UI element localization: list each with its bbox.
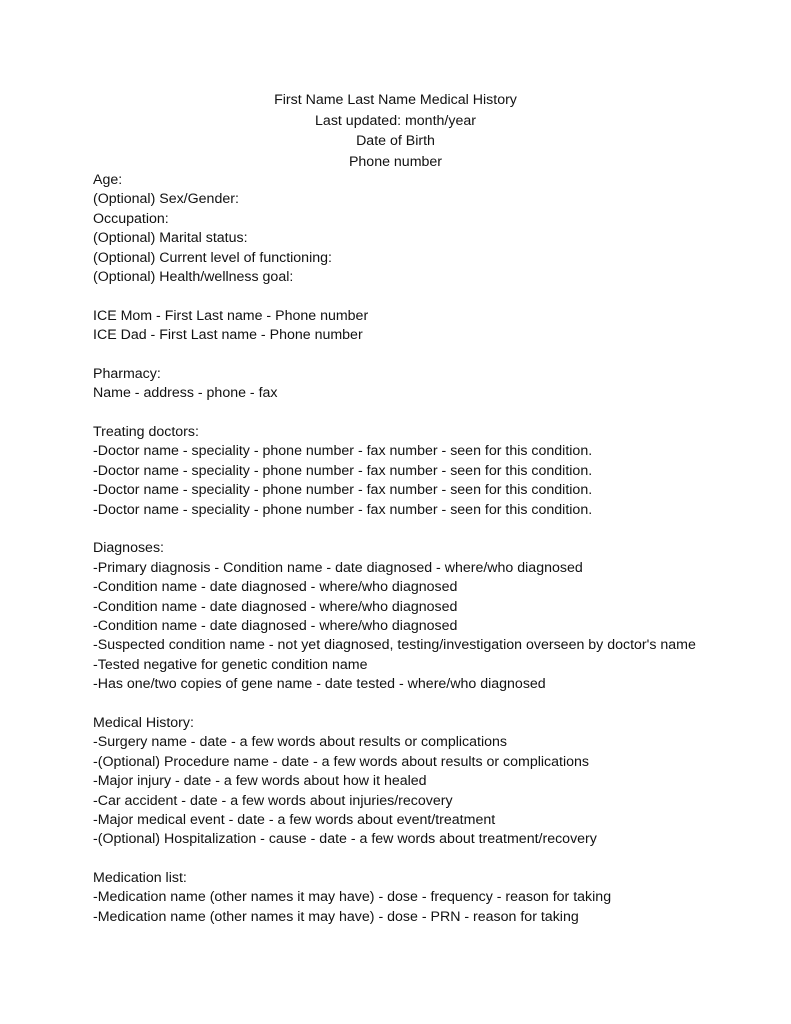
occupation-field: Occupation: xyxy=(93,210,169,227)
spacer xyxy=(93,695,783,714)
medication-line: -Medication name (other names it may have) - dose - PRN - reason for taking xyxy=(93,908,579,925)
functioning-level-field: (Optional) Current level of functioning: xyxy=(93,249,332,266)
marital-status-field: (Optional) Marital status: xyxy=(93,230,248,247)
diagnoses-heading: Diagnoses: xyxy=(93,540,164,557)
history-line: -Major medical event - date - a few words about event/treatment xyxy=(93,811,496,828)
doctor-line: -Doctor name - speciality - phone number - fax number - seen for this condition. xyxy=(93,462,593,479)
doctor-line: -Doctor name - speciality - phone number - fax number - seen for this condition. xyxy=(93,443,593,460)
date-of-birth-line: Date of Birth xyxy=(356,133,435,149)
phone-number-line: Phone number xyxy=(348,153,443,170)
document-header xyxy=(0,91,791,173)
spacer xyxy=(93,850,783,869)
pharmacy-section xyxy=(93,365,783,404)
spacer xyxy=(93,520,783,539)
doctor-line: -Doctor name - speciality - phone number - fax number - seen for this condition. xyxy=(93,501,593,518)
medication-line: -Medication name (other names it may have) - dose - frequency - reason for taking xyxy=(93,889,612,906)
diagnosis-line: -Suspected condition name - not yet diagnosed, testing/investigation overseen by doctor's name xyxy=(93,637,696,654)
medication-list-section xyxy=(93,869,783,927)
history-line: -Car accident - date - a few words about injuries/recovery xyxy=(93,792,453,809)
treating-doctors-heading: Treating doctors: xyxy=(93,424,199,441)
diagnosis-line: -Has one/two copies of gene name - date tested - where/who diagnosed xyxy=(93,676,546,693)
ice-dad-line: ICE Dad - First Last name - Phone number xyxy=(93,327,363,344)
history-line: -Major injury - date - a few words about how it healed xyxy=(93,773,427,790)
diagnosis-line: -Condition name - date diagnosed - where/who diagnosed xyxy=(93,598,458,615)
history-line: -Surgery name - date - a few words about results or complications xyxy=(93,734,507,751)
medication-list-heading: Medication list: xyxy=(93,870,187,887)
sex-gender-field: (Optional) Sex/Gender: xyxy=(93,191,239,208)
last-updated-line: Last updated: month/year xyxy=(315,112,476,129)
pharmacy-details-line: Name - address - phone - fax xyxy=(93,385,278,402)
wellness-goal-field: (Optional) Health/wellness goal: xyxy=(93,268,294,285)
diagnoses-section xyxy=(93,539,783,694)
medical-history-section xyxy=(93,714,783,850)
spacer xyxy=(93,404,783,423)
spacer xyxy=(93,287,783,306)
age-field: Age: xyxy=(93,172,123,188)
spacer xyxy=(93,346,783,365)
pharmacy-heading: Pharmacy: xyxy=(93,365,161,382)
ice-mom-line: ICE Mom - First Last name - Phone number xyxy=(93,307,369,324)
ice-contacts-section xyxy=(93,307,783,346)
diagnosis-line: -Condition name - date diagnosed - where/who diagnosed xyxy=(93,579,458,596)
diagnosis-line: -Condition name - date diagnosed - where/who diagnosed xyxy=(93,617,458,634)
medical-history-heading: Medical History: xyxy=(93,714,194,731)
history-line: -(Optional) Hospitalization - cause - date - a few words about treatment/recovery xyxy=(93,831,597,848)
document-body xyxy=(93,171,783,927)
diagnosis-line: -Primary diagnosis - Condition name - date diagnosed - where/who diagnosed xyxy=(93,559,583,576)
document-title: First Name Last Name Medical History xyxy=(274,92,517,108)
treating-doctors-section xyxy=(93,423,783,520)
doctor-line: -Doctor name - speciality - phone number - fax number - seen for this condition. xyxy=(93,482,593,499)
personal-info-section xyxy=(93,171,783,287)
diagnosis-line: -Tested negative for genetic condition name xyxy=(93,656,368,673)
history-line: -(Optional) Procedure name - date - a few words about results or complications xyxy=(93,753,589,770)
